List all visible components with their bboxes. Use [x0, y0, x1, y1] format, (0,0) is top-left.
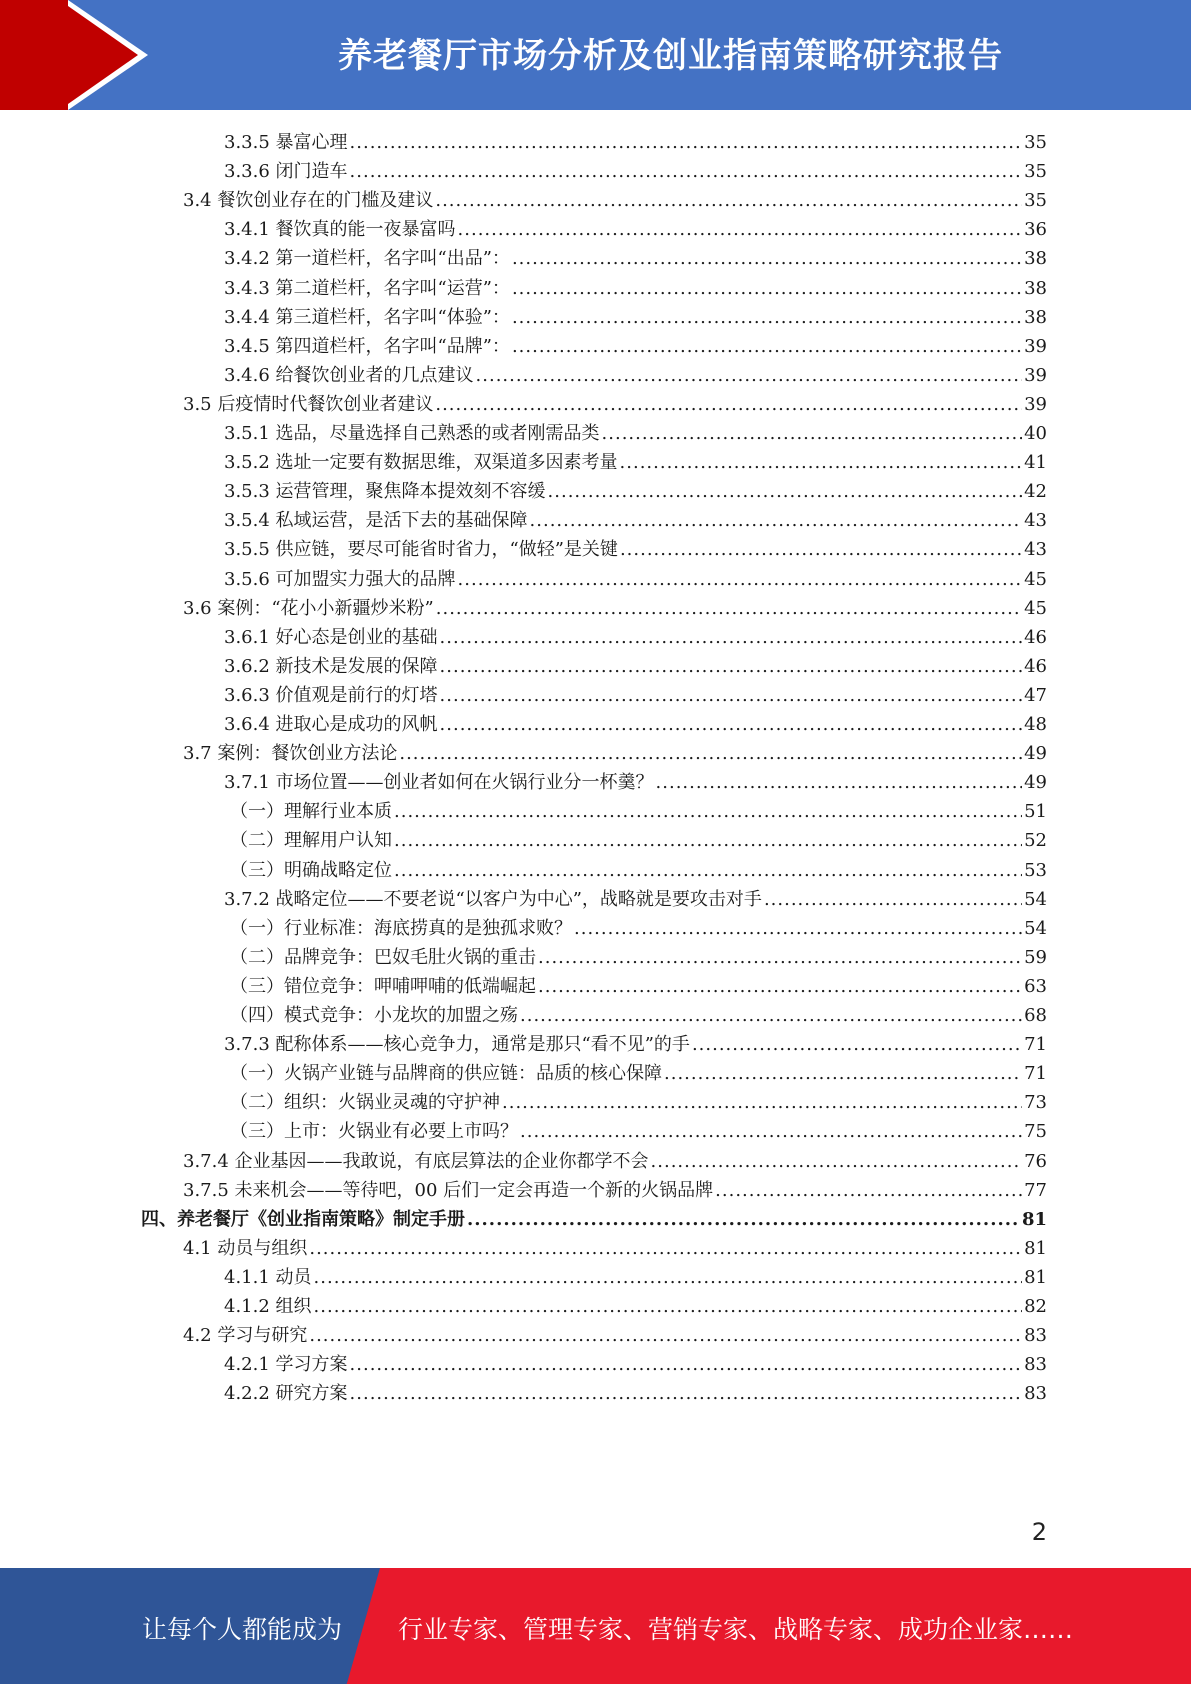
toc-entry[interactable] [183, 739, 1047, 770]
toc-entry-page: 38 [1024, 277, 1047, 299]
toc-entry-label: 3.7 案例：餐饮创业方法论 [183, 743, 398, 765]
toc-entry[interactable] [183, 1176, 1047, 1207]
toc-entry[interactable] [224, 885, 1047, 916]
toc-entry-label: （二）品牌竞争：巴奴毛肚火锅的重击 [230, 946, 536, 968]
toc-entry[interactable] [224, 419, 1047, 450]
page-number: 2 [1031, 1518, 1047, 1546]
page-header [0, 0, 1191, 110]
toc-entry-page: 73 [1024, 1092, 1047, 1114]
toc-leader-dots [692, 1034, 1022, 1055]
toc-entry-page: 41 [1024, 452, 1047, 474]
toc-leader-dots [394, 860, 1022, 881]
toc-entry-label: 3.4.5 第四道栏杆，名字叫“品牌”： [224, 335, 510, 357]
toc-leader-dots [350, 161, 1023, 182]
toc-entry[interactable] [224, 652, 1047, 683]
toc-entry-label: 3.3.5 暴富心理 [224, 132, 348, 153]
toc-entry-page: 46 [1024, 626, 1047, 648]
toc-leader-dots [502, 1092, 1022, 1113]
toc-leader-dots [314, 1267, 1023, 1288]
toc-entry-label: 3.6.3 价值观是前行的灯塔 [224, 684, 438, 706]
toc-entry[interactable] [224, 1292, 1047, 1323]
toc-entry[interactable] [224, 1350, 1047, 1381]
toc-entry-label: 3.5.4 私域运营，是活下去的基础保障 [224, 510, 528, 532]
toc-entry[interactable] [230, 1059, 1047, 1090]
footer-slogan-right: 行业专家、管理专家、营销专家、战略专家、成功企业家…… [398, 1615, 1074, 1644]
toc-entry-label: 4.2.2 研究方案 [224, 1383, 348, 1405]
toc-entry-page: 75 [1024, 1121, 1047, 1143]
toc-entry[interactable] [183, 390, 1047, 421]
toc-leader-dots [764, 889, 1022, 910]
toc-leader-dots [314, 1296, 1023, 1317]
toc-entry-label: 4.1 动员与组织 [183, 1237, 308, 1259]
toc-leader-dots [620, 539, 1022, 560]
toc-entry-page: 39 [1024, 335, 1047, 357]
toc-entry[interactable] [224, 448, 1047, 479]
toc-leader-dots [350, 132, 1023, 153]
toc-entry-label: （二）理解用户认知 [230, 830, 392, 852]
toc-entry-page: 83 [1024, 1354, 1047, 1376]
toc-entry-label: 3.7.4 企业基因——我敢说，有底层算法的企业你都学不会 [183, 1150, 649, 1172]
toc-leader-dots [440, 656, 1023, 677]
toc-entry[interactable] [183, 594, 1047, 625]
toc-entry-page: 35 [1024, 132, 1047, 153]
toc-entry-page: 83 [1024, 1325, 1047, 1347]
toc-leader-dots [512, 278, 1022, 299]
toc-entry-label: 3.7.1 市场位置——创业者如何在火锅行业分一杯羹？ [224, 772, 654, 794]
toc-leader-dots [350, 1383, 1023, 1404]
toc-leader-dots [512, 248, 1022, 269]
toc-entry-page: 81 [1024, 1237, 1047, 1259]
toc-entry-label: （二）组织：火锅业灵魂的守护神 [230, 1092, 500, 1114]
page-footer [0, 1568, 1191, 1684]
toc-entry[interactable] [141, 1205, 1047, 1236]
toc-entry-label: 3.5.1 选品，尽量选择自己熟悉的或者刚需品类 [224, 423, 600, 444]
toc-leader-dots [651, 1151, 1023, 1172]
toc-leader-dots [309, 1238, 1022, 1259]
toc-leader-dots [620, 452, 1023, 473]
toc-entry-page: 51 [1024, 801, 1047, 823]
toc-entry-label: 3.5 后疫情时代餐饮创业者建议 [183, 393, 434, 415]
toc-entry[interactable] [224, 157, 1047, 188]
toc-entry-label: 3.7.2 战略定位——不要老说“以客户为中心”，战略就是要攻击对手 [224, 888, 762, 910]
toc-entry-label: 四、养老餐厅《创业指南策略》制定手册 [141, 1208, 465, 1230]
toc-entry-page: 47 [1024, 684, 1047, 706]
document-title: 养老餐厅市场分析及创业指南策略研究报告 [338, 36, 1003, 76]
toc-leader-dots [538, 947, 1022, 968]
toc-entry-label: 4.2 学习与研究 [183, 1325, 308, 1347]
toc-entry[interactable] [224, 565, 1047, 596]
toc-leader-dots [512, 336, 1022, 357]
toc-entry[interactable] [224, 244, 1047, 275]
toc-leader-dots [512, 307, 1022, 328]
toc-leader-dots [530, 510, 1023, 531]
toc-entry[interactable] [224, 303, 1047, 334]
toc-entry-page: 71 [1024, 1034, 1047, 1056]
toc-entry-label: （一）行业标准：海底捞真的是独孤求败？ [230, 917, 572, 939]
toc-entry[interactable] [224, 215, 1047, 246]
toc-entry-label: 3.4.6 给餐饮创业者的几点建议 [224, 364, 474, 386]
toc-entry-page: 71 [1024, 1063, 1047, 1085]
toc-entry-page: 83 [1024, 1383, 1047, 1405]
toc-entry-page: 39 [1024, 393, 1047, 415]
toc-entry[interactable] [224, 710, 1047, 741]
toc-entry-label: 3.5.6 可加盟实力强大的品牌 [224, 568, 456, 590]
toc-leader-dots [309, 1325, 1022, 1346]
toc-entry[interactable] [224, 535, 1047, 566]
toc-entry[interactable] [224, 1379, 1047, 1410]
toc-entry-page: 46 [1024, 655, 1047, 677]
toc-leader-dots [440, 627, 1023, 648]
toc-entry-label: 3.6.4 进取心是成功的风帆 [224, 714, 438, 735]
toc-entry-label: （一）火锅产业链与品牌商的供应链：品质的核心保障 [230, 1063, 662, 1085]
toc-entry-page: 48 [1024, 714, 1047, 735]
toc-entry[interactable] [230, 972, 1047, 1003]
toc-entry-page: 35 [1024, 190, 1047, 212]
toc-entry[interactable] [230, 797, 1047, 828]
toc-entry-page: 76 [1024, 1150, 1047, 1172]
toc-leader-dots [574, 918, 1022, 939]
toc-leader-dots [538, 976, 1022, 997]
toc-entry-page: 52 [1024, 830, 1047, 852]
toc-entry-label: 3.4.4 第三道栏杆，名字叫“体验”： [224, 306, 510, 328]
toc-entry-label: 4.1.2 组织 [224, 1296, 312, 1317]
toc-entry[interactable] [230, 826, 1047, 857]
toc-leader-dots [435, 394, 1022, 415]
toc-entry-page: 81 [1024, 1266, 1047, 1288]
toc-leader-dots [548, 481, 1023, 502]
toc-entry-page: 45 [1024, 597, 1047, 619]
toc-leader-dots [520, 1005, 1022, 1026]
toc-leader-dots [602, 423, 1023, 444]
toc-entry[interactable] [230, 1001, 1047, 1032]
toc-entry-page: 68 [1024, 1005, 1047, 1026]
toc-entry[interactable] [224, 274, 1047, 305]
toc-leader-dots [394, 801, 1022, 822]
toc-entry-label: 4.1.1 动员 [224, 1266, 312, 1288]
toc-entry-label: 3.6.2 新技术是发展的保障 [224, 655, 438, 677]
toc-entry-label: 3.5.3 运营管理，聚焦降本提效刻不容缓 [224, 481, 546, 503]
toc-leader-dots [664, 1063, 1022, 1084]
toc-entry-label: 3.4.3 第二道栏杆，名字叫“运营”： [224, 277, 510, 299]
toc-entry-page: 53 [1024, 859, 1047, 881]
toc-entry-label: 4.2.1 学习方案 [224, 1354, 348, 1376]
footer-slogan-left: 让每个人都能成为 [142, 1615, 343, 1644]
toc-leader-dots [715, 1180, 1022, 1201]
toc-entry-page: 39 [1024, 364, 1047, 386]
toc-entry-label: 3.4.2 第一道栏杆，名字叫“出品”： [224, 248, 510, 270]
toc-entry-page: 54 [1024, 917, 1047, 939]
toc-entry-page: 77 [1024, 1179, 1047, 1201]
toc-entry-label: （三）明确战略定位 [230, 859, 392, 881]
toc-entry[interactable] [183, 186, 1047, 217]
toc-entry-label: 3.5.5 供应链，要尽可能省时省力，“做轻”是关键 [224, 539, 618, 561]
toc-entry-page: 36 [1024, 219, 1047, 241]
toc-entry-page: 40 [1024, 423, 1047, 444]
toc-entry-page: 43 [1024, 510, 1047, 532]
toc-leader-dots [440, 714, 1023, 735]
toc-entry-label: 3.7.3 配称体系——核心竞争力，通常是那只“看不见”的手 [224, 1034, 690, 1056]
toc-entry-page: 38 [1024, 248, 1047, 270]
toc-entry[interactable] [224, 1263, 1047, 1294]
toc-entry[interactable] [224, 623, 1047, 654]
toc-entry-page: 82 [1024, 1296, 1047, 1317]
toc-leader-dots [440, 685, 1023, 706]
toc-leader-dots [350, 1354, 1023, 1375]
toc-entry-label: （四）模式竞争：小龙坎的加盟之殇 [230, 1005, 518, 1026]
toc-entry-page: 63 [1024, 975, 1047, 997]
toc-entry-label: 3.6.1 好心态是创业的基础 [224, 626, 438, 648]
toc-entry[interactable] [183, 1234, 1047, 1265]
header-chevron-inner [68, 6, 138, 104]
toc-entry-page: 54 [1024, 888, 1047, 910]
toc-leader-dots [520, 1121, 1022, 1142]
toc-leader-dots [656, 772, 1023, 793]
toc-entry-page: 49 [1024, 743, 1047, 765]
toc-leader-dots [476, 365, 1023, 386]
toc-leader-dots [394, 830, 1022, 851]
toc-entry-label: （三）错位竞争：呷哺呷哺的低端崛起 [230, 975, 536, 997]
toc-leader-dots [458, 219, 1023, 240]
toc-entry-page: 59 [1024, 946, 1047, 968]
toc-entry-label: 3.4.1 餐饮真的能一夜暴富吗 [224, 219, 456, 241]
toc-entry-label: （三）上市：火锅业有必要上市吗？ [230, 1121, 518, 1143]
toc-entry-page: 35 [1024, 161, 1047, 183]
toc-leader-dots [458, 569, 1023, 590]
toc-entry-label: 3.7.5 未来机会——等待吧，00 后们一定会再造一个新的火锅品牌 [183, 1179, 714, 1201]
toc-entry-label: 3.6 案例：“花小小新疆炒米粉” [183, 597, 434, 619]
toc-leader-dots [399, 743, 1022, 764]
toc-entry-page: 43 [1024, 539, 1047, 561]
toc-entry[interactable] [230, 1117, 1047, 1148]
toc-entry[interactable] [224, 681, 1047, 712]
toc-entry[interactable] [183, 1321, 1047, 1352]
toc-entry[interactable] [224, 1030, 1047, 1061]
toc-entry[interactable] [224, 332, 1047, 363]
toc-entry[interactable] [224, 768, 1047, 799]
toc-entry-label: 3.4 餐饮创业存在的门槛及建议 [183, 190, 434, 212]
toc-leader-dots [436, 598, 1022, 619]
toc-entry-page: 81 [1021, 1208, 1047, 1230]
toc-entry-page: 49 [1024, 772, 1047, 794]
toc-entry-page: 38 [1024, 306, 1047, 328]
toc-entry[interactable] [230, 856, 1047, 887]
toc-leader-dots [467, 1209, 1020, 1230]
toc-entry[interactable] [224, 506, 1047, 537]
toc-entry[interactable] [224, 128, 1047, 159]
toc-entry[interactable] [230, 1088, 1047, 1119]
toc-entry-page: 42 [1024, 481, 1047, 503]
toc-entry-label: 3.3.6 闭门造车 [224, 161, 348, 183]
toc-entry[interactable] [224, 361, 1047, 392]
header-red-block [0, 0, 68, 110]
toc-leader-dots [435, 190, 1022, 211]
toc-entry[interactable] [230, 914, 1047, 945]
toc-entry-label: （一）理解行业本质 [230, 801, 392, 823]
toc-entry[interactable] [230, 943, 1047, 974]
toc-entry[interactable] [224, 477, 1047, 508]
toc-entry-label: 3.5.2 选址一定要有数据思维，双渠道多因素考量 [224, 452, 618, 474]
toc-entry[interactable] [183, 1147, 1047, 1178]
toc-entry-page: 45 [1024, 568, 1047, 590]
